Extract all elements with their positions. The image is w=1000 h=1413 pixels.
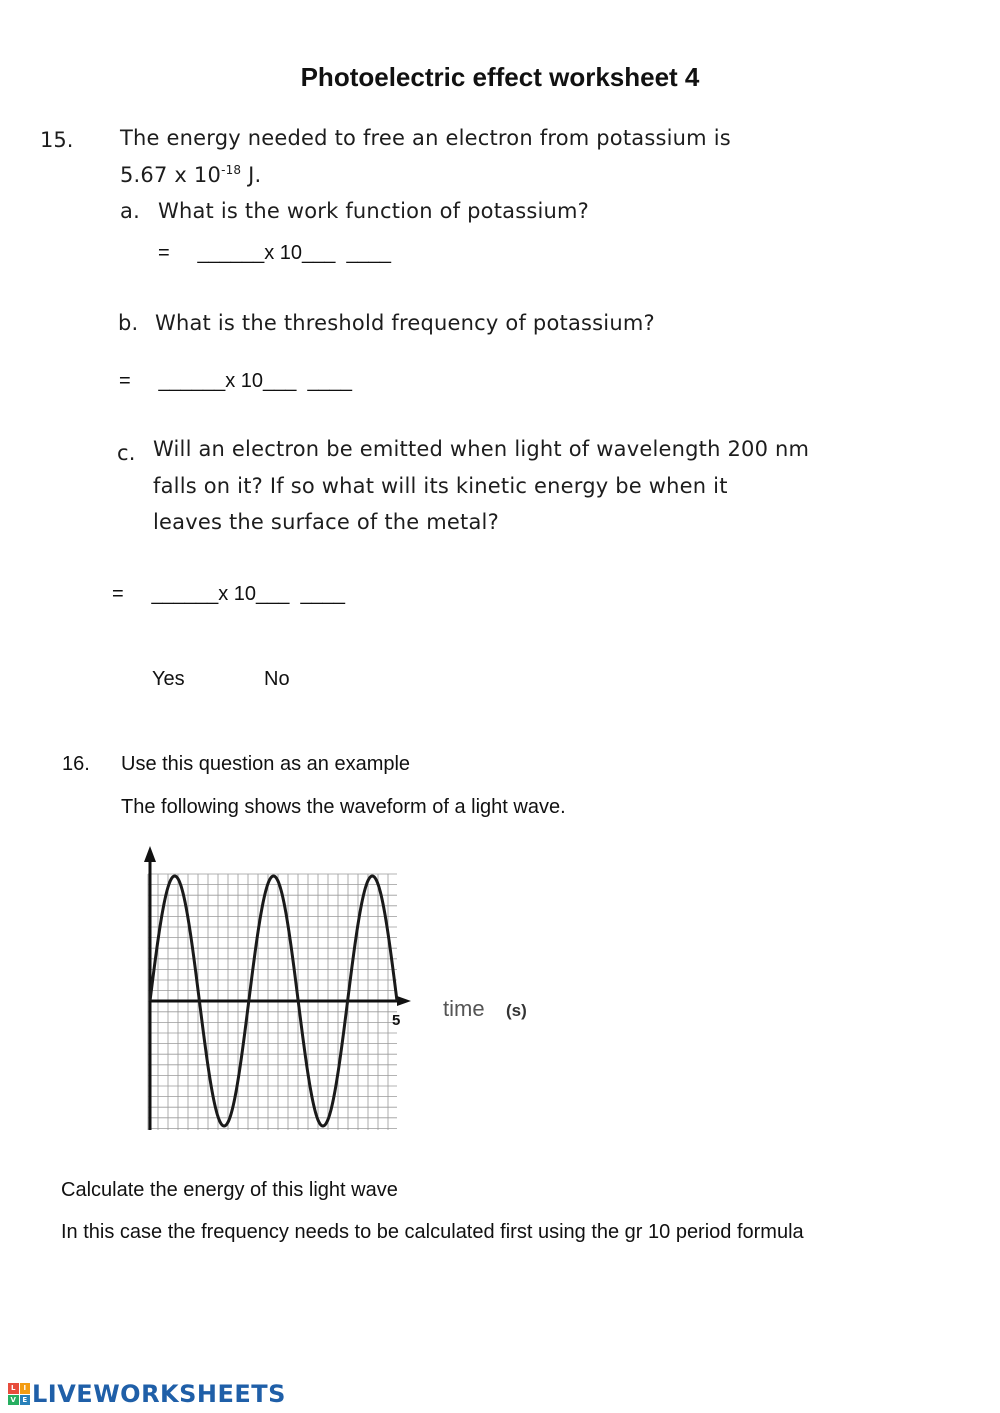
part-a-letter: a. xyxy=(120,199,140,223)
part-c-question-line1: Will an electron be emitted when light of wavelength 200 nm xyxy=(153,437,810,461)
x-axis-unit: (s) xyxy=(506,1001,527,1020)
x-axis-arrow xyxy=(397,996,411,1006)
part-c-letter: c. xyxy=(117,441,136,465)
part-c-question-line2: falls on it? If so what will its kinetic energy be when it xyxy=(153,474,728,498)
question-15-stem-line1: The energy needed to free an electron from potassium is xyxy=(120,126,731,150)
part-a-answer-line[interactable]: = ______x 10___ ____ xyxy=(158,242,391,264)
logo-tiles-icon: L I V E xyxy=(8,1383,30,1405)
part-a-question: What is the work function of potassium? xyxy=(158,199,590,223)
yes-option[interactable]: Yes xyxy=(152,668,185,690)
x-tick-5: 5 xyxy=(392,1012,401,1029)
calc-note: In this case the frequency needs to be calculated first using the gr 10 period formula xyxy=(61,1221,804,1243)
no-option[interactable]: No xyxy=(264,668,290,690)
waveform-graph xyxy=(135,838,555,1138)
logo-text: LIVEWORKSHEETS xyxy=(32,1380,286,1408)
question-15-number: 15. xyxy=(40,128,74,152)
worksheet-title: Photoelectric effect worksheet 4 xyxy=(300,62,700,92)
energy-unit: J. xyxy=(241,163,262,187)
part-c-question-line3: leaves the surface of the metal? xyxy=(153,510,499,534)
calc-instruction: Calculate the energy of this light wave xyxy=(61,1179,398,1201)
energy-value: 5.67 x 10 xyxy=(120,163,222,187)
question-16-intro: Use this question as an example xyxy=(121,753,411,775)
y-axis-arrow xyxy=(144,846,156,862)
question-16-number: 16. xyxy=(62,753,90,775)
liveworksheets-logo[interactable] xyxy=(8,1380,286,1408)
graph-axes xyxy=(144,846,411,1130)
part-c-answer-line[interactable]: = ______x 10___ ____ xyxy=(112,583,345,605)
part-b-answer-line[interactable]: = ______x 10___ ____ xyxy=(119,370,352,392)
x-axis-label-time: time xyxy=(443,996,485,1021)
question-16-description: The following shows the waveform of a light wave. xyxy=(121,796,566,818)
energy-exponent: -18 xyxy=(221,163,242,177)
part-b-question: What is the threshold frequency of potassium? xyxy=(155,311,655,335)
question-15-stem-line2 xyxy=(120,163,261,187)
part-b-letter: b. xyxy=(118,311,139,335)
